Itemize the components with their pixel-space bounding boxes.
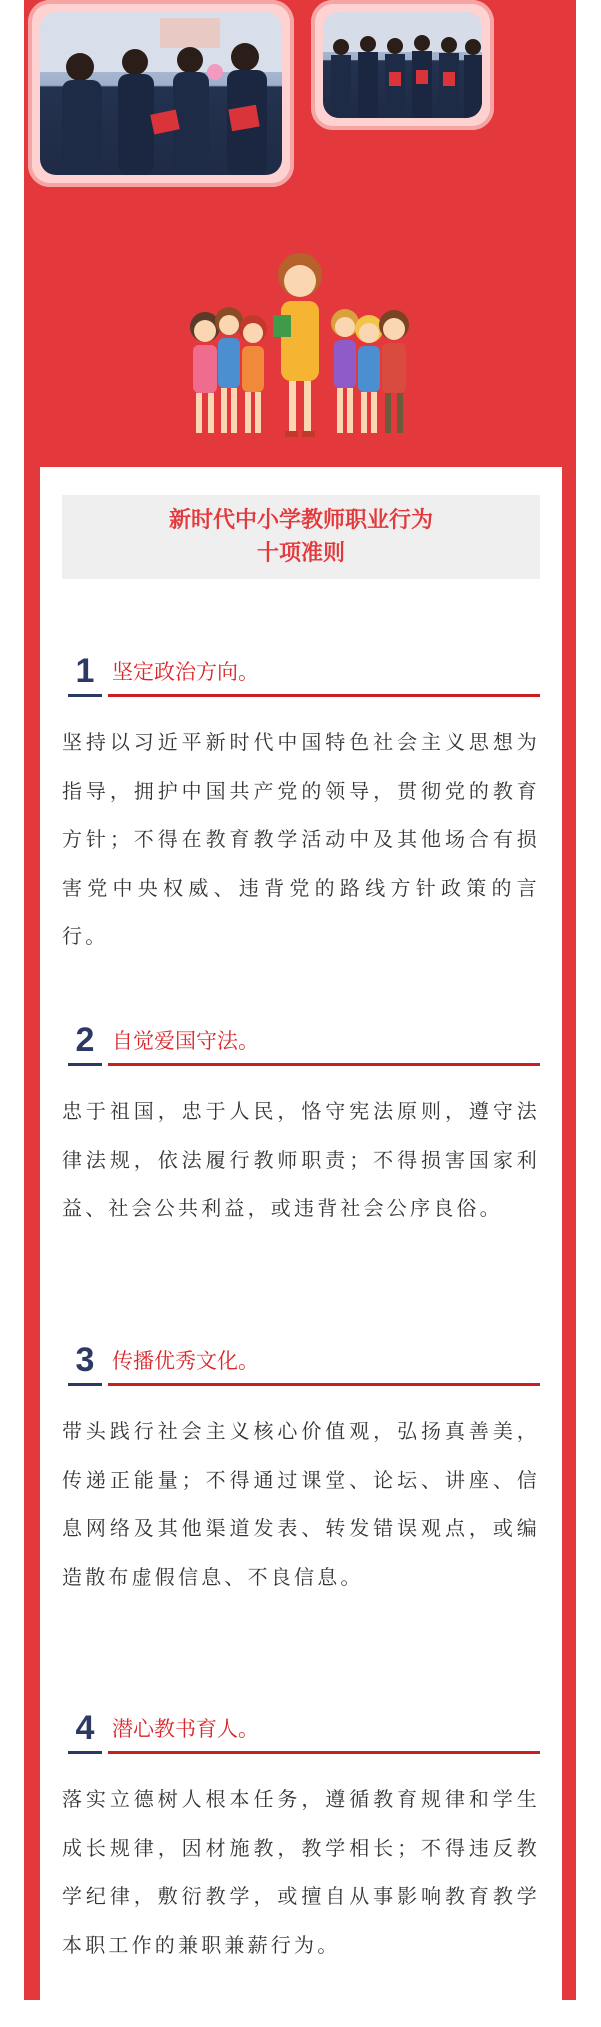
card-title-line2: 十项准则	[256, 541, 345, 566]
photo-people-illustration	[40, 12, 282, 175]
section-heading	[62, 1339, 540, 1389]
section-title: 传播优秀文化。	[112, 1349, 259, 1373]
section-number: 2	[75, 1021, 95, 1059]
section-body: 忠于祖国，忠于人民，恪守宪法原则，遵守法律法规，依法履行教师职责；不得损害国家利益、社会公共利益，或违背社会公序良俗。	[62, 1099, 540, 1220]
number-underline	[68, 1383, 102, 1386]
section-body: 落实立德树人根本任务，遵循教育规律和学生成长规律，因材施教，教学相长；不得违反教学纪律，敷衍教学，或擅自从事影响教育教学本职工作的兼职兼薪行为。	[62, 1787, 540, 1957]
section-title: 自觉爱国守法。	[112, 1029, 259, 1053]
title-underline	[108, 1383, 540, 1386]
card-title-line1: 新时代中小学教师职业行为	[168, 508, 433, 533]
title-box	[62, 495, 540, 579]
section-heading	[62, 650, 540, 700]
section-body: 带头践行社会主义核心价值观，弘扬真善美，传递正能量；不得通过课堂、论坛、讲座、信息网络及其他渠道发表、转发错误观点，或编造散布虚假信息、不良信息。	[62, 1419, 540, 1589]
content-card	[40, 467, 562, 2027]
section-number: 3	[75, 1341, 95, 1379]
title-underline	[108, 1751, 540, 1754]
section-title: 坚定政治方向。	[112, 660, 259, 684]
photo-group-illustration	[323, 12, 482, 118]
section-4	[62, 1707, 540, 1969]
section-heading	[62, 1019, 540, 1069]
award-ceremony-photo	[40, 12, 282, 175]
section-3	[62, 1339, 540, 1601]
photo-left	[28, 0, 294, 187]
section-heading	[62, 1707, 540, 1757]
section-2	[62, 1019, 540, 1233]
photo-right	[311, 0, 494, 130]
number-underline	[68, 694, 102, 697]
section-number: 1	[75, 652, 95, 690]
group-photo	[323, 12, 482, 118]
title-underline	[108, 1063, 540, 1066]
section-number: 4	[75, 1709, 95, 1747]
section-1	[62, 650, 540, 961]
number-underline	[68, 1063, 102, 1066]
section-body: 坚持以习近平新时代中国特色社会主义思想为指导，拥护中国共产党的领导，贯彻党的教育方针；不得在教育教学活动中及其他场合有损害党中央权威、违背党的路线方针政策的言行。	[62, 730, 540, 948]
number-underline	[68, 1751, 102, 1754]
teacher-with-students-illustration	[185, 245, 415, 450]
title-underline	[108, 694, 540, 697]
section-title: 潜心教书育人。	[112, 1717, 259, 1741]
